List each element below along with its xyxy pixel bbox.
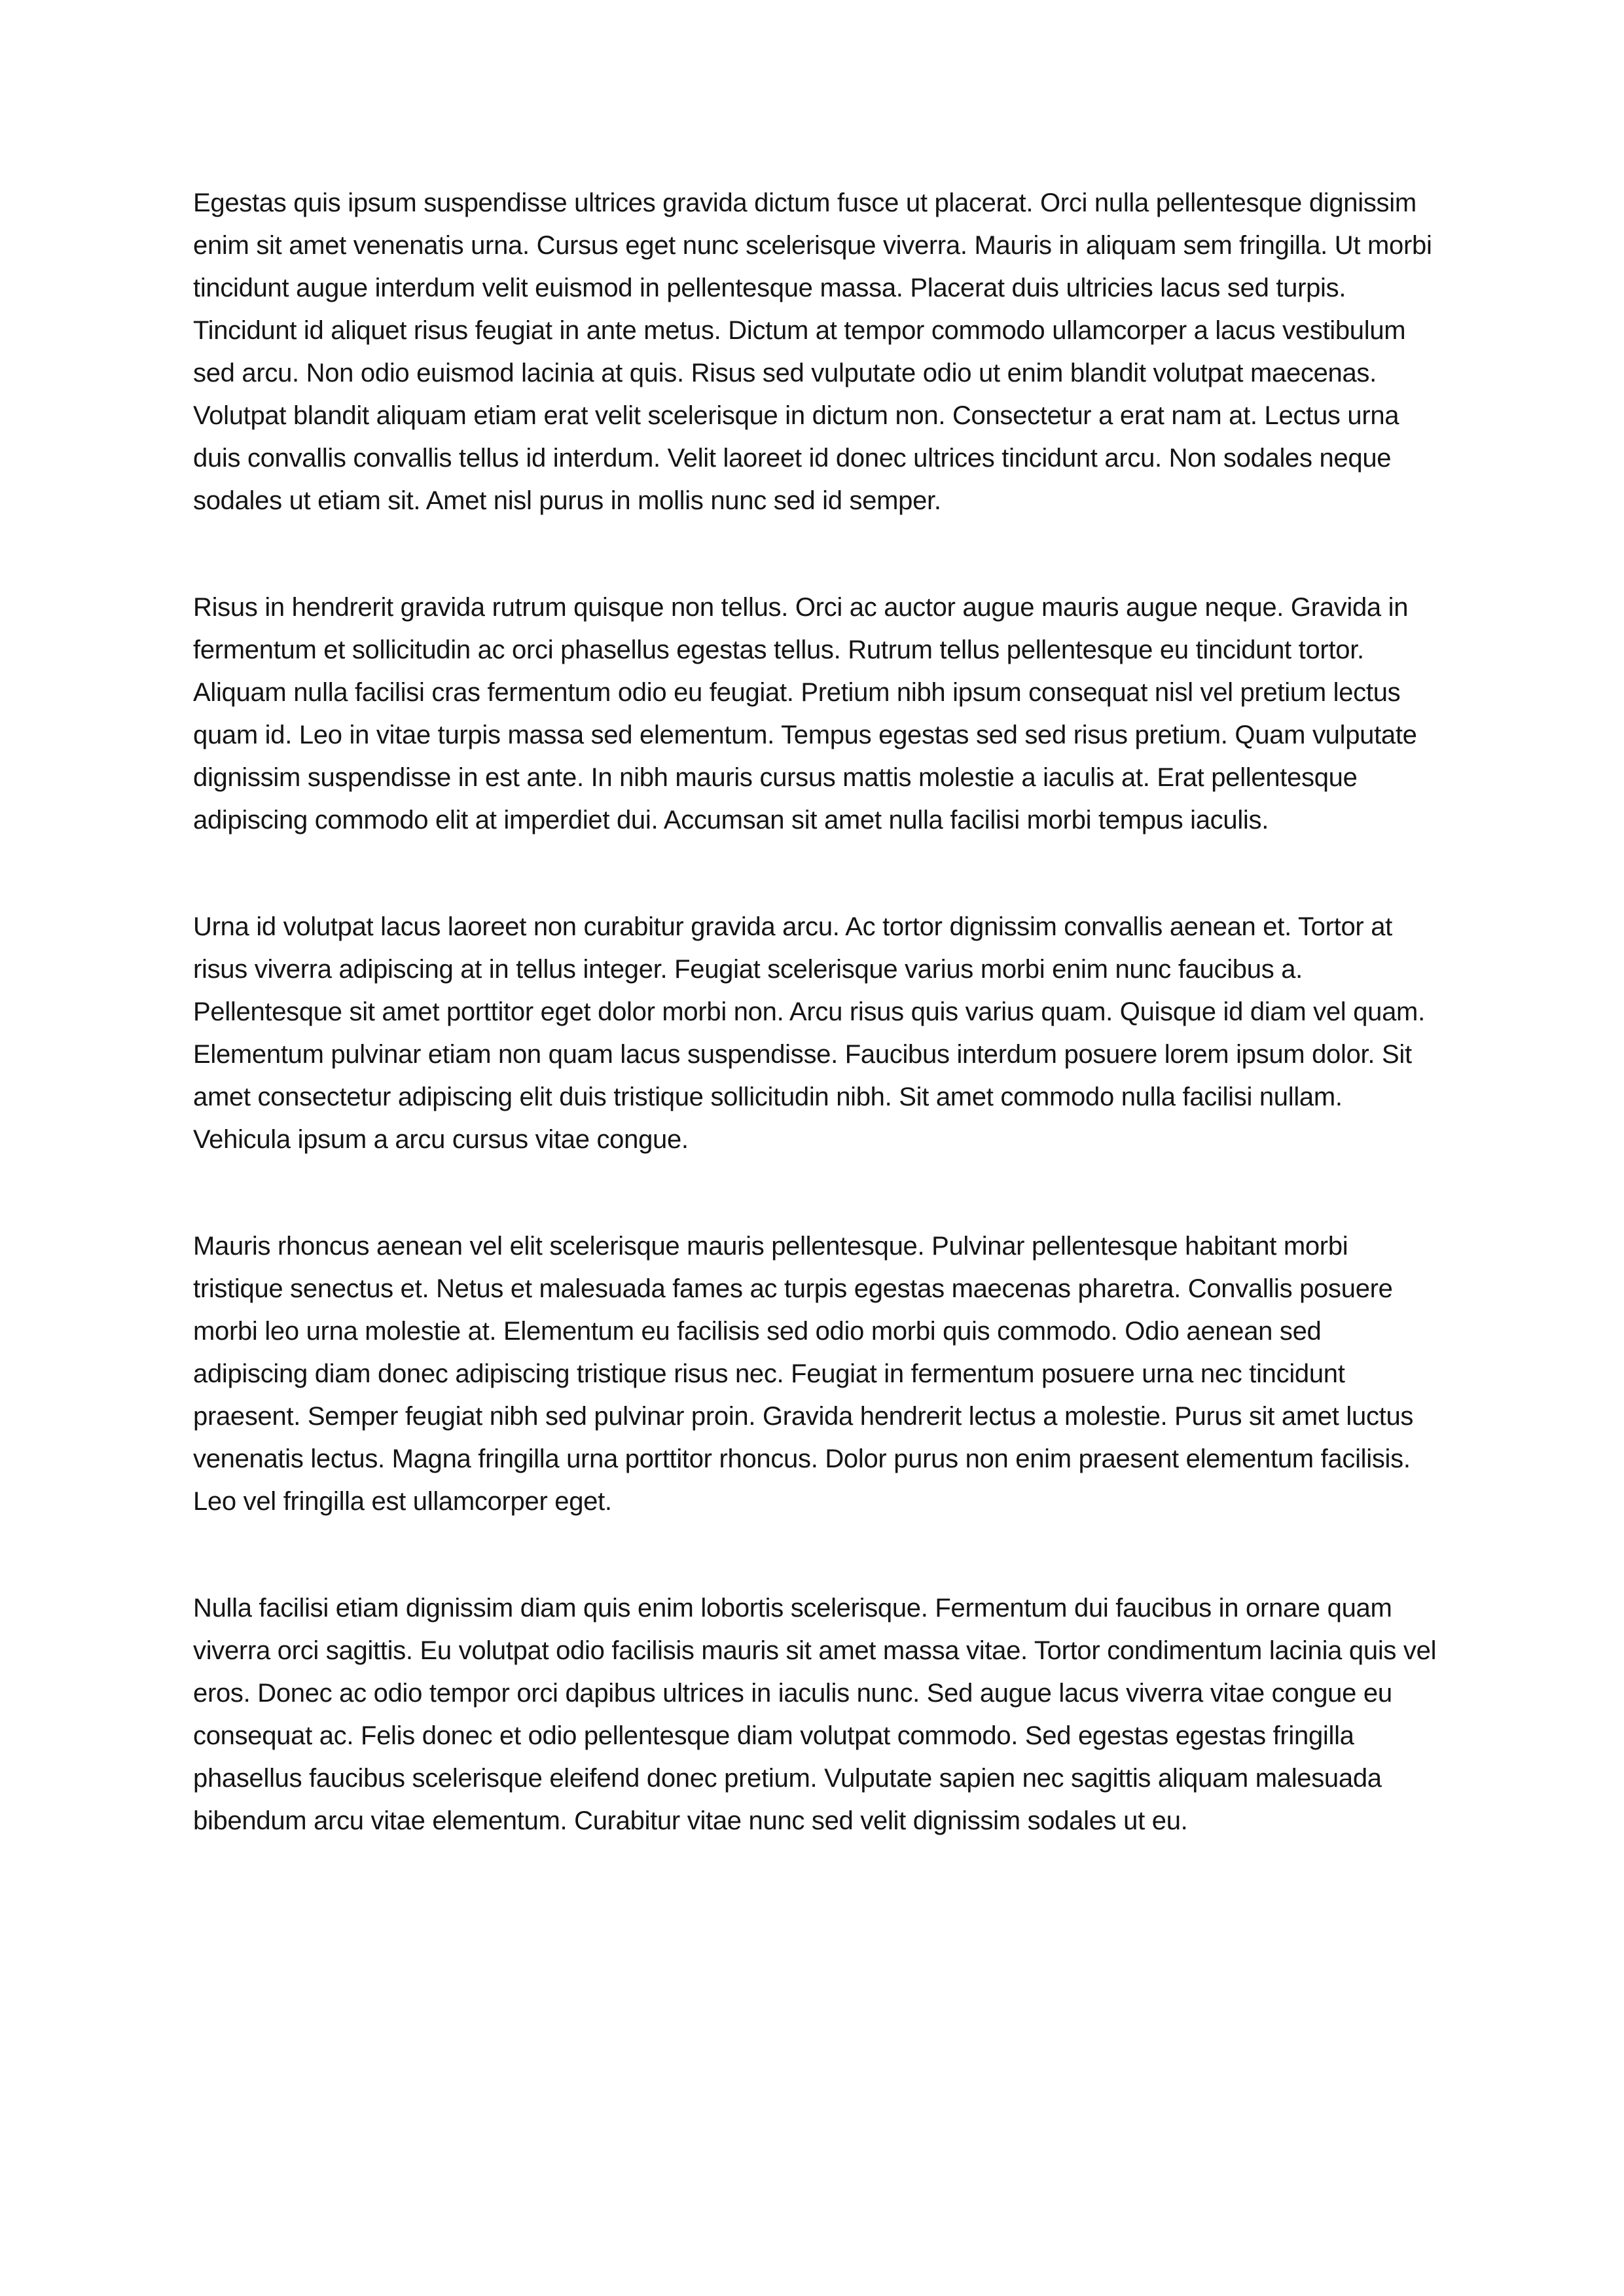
paragraph-5: Nulla facilisi etiam dignissim diam quis enim lobortis scelerisque. Fermentum dui faucibus in ornare quam viverra orci sagittis. Eu volutpat odio facilisis mauris sit amet massa vitae. Tortor condimentum lacinia quis vel eros. Donec ac odio tempor orci dapibus ultrices in iaculis nunc. Sed augue lacus viverra vitae congue eu consequat ac. Felis donec et odio pellentesque diam volutpat commodo. Sed egestas egestas fringilla phasellus faucibus scelerisque eleifend donec pretium. Vulputate sapien nec sagittis aliquam malesuada bibendum arcu vitae elementum. Curabitur vitae nunc sed velit dignissim sodales ut eu.	[193, 1594, 1437, 1835]
paragraph-4: Mauris rhoncus aenean vel elit scelerisque mauris pellentesque. Pulvinar pellentesque habitant morbi tristique senectus et. Netus et malesuada fames ac turpis egestas maecenas pharetra. Convallis posuere morbi leo urna molestie at. Elementum eu facilisis sed odio morbi quis commodo. Odio aenean sed adipiscing diam donec adipiscing tristique risus nec. Feugiat in fermentum posuere urna nec tincidunt praesent. Semper feugiat nibh sed pulvinar proin. Gravida hendrerit lectus a molestie. Purus sit amet luctus venenatis lectus. Magna fringilla urna porttitor rhoncus. Dolor purus non enim praesent elementum facilisis. Leo vel fringilla est ullamcorper eget.	[193, 1232, 1414, 1516]
document-text-block	[193, 182, 1440, 1842]
paragraph-3: Urna id volutpat lacus laoreet non curabitur gravida arcu. Ac tortor dignissim convallis aenean et. Tortor at risus viverra adipiscing at in tellus integer. Feugiat scelerisque varius morbi enim nunc faucibus a. Pellentesque sit amet porttitor eget dolor morbi non. Arcu risus quis varius quam. Quisque id diam vel quam. Elementum pulvinar etiam non quam lacus suspendisse. Faucibus interdum posuere lorem ipsum dolor. Sit amet consectetur adipiscing elit duis tristique sollicitudin nibh. Sit amet commodo nulla facilisi nullam. Vehicula ipsum a arcu cursus vitae congue.	[193, 912, 1425, 1154]
paragraph-1: Egestas quis ipsum suspendisse ultrices gravida dictum fusce ut placerat. Orci nulla pellentesque dignissim enim sit amet venenatis urna. Cursus eget nunc scelerisque viverra. Mauris in aliquam sem fringilla. Ut morbi tincidunt augue interdum velit euismod in pellentesque massa. Placerat duis ultricies lacus sed turpis. Tincidunt id aliquet risus feugiat in ante metus. Dictum at tempor commodo ullamcorper a lacus vestibulum sed arcu. Non odio euismod lacinia at quis. Risus sed vulputate odio ut enim blandit volutpat maecenas. Volutpat blandit aliquam etiam erat velit scelerisque in dictum non. Consectetur a erat nam at. Lectus urna duis convallis convallis tellus id interdum. Velit laoreet id donec ultrices tincidunt arcu. Non sodales neque sodales ut etiam sit. Amet nisl purus in mollis nunc sed id semper.	[193, 188, 1432, 515]
paragraph-2: Risus in hendrerit gravida rutrum quisque non tellus. Orci ac auctor augue mauris augue neque. Gravida in fermentum et sollicitudin ac orci phasellus egestas tellus. Rutrum tellus pellentesque eu tincidunt tortor. Aliquam nulla facilisi cras fermentum odio eu feugiat. Pretium nibh ipsum consequat nisl vel pretium lectus quam id. Leo in vitae turpis massa sed elementum. Tempus egestas sed sed risus pretium. Quam vulputate dignissim suspendisse in est ante. In nibh mauris cursus mattis molestie a iaculis at. Erat pellentesque adipiscing commodo elit at imperdiet dui. Accumsan sit amet nulla facilisi morbi tempus iaculis.	[193, 593, 1417, 834]
